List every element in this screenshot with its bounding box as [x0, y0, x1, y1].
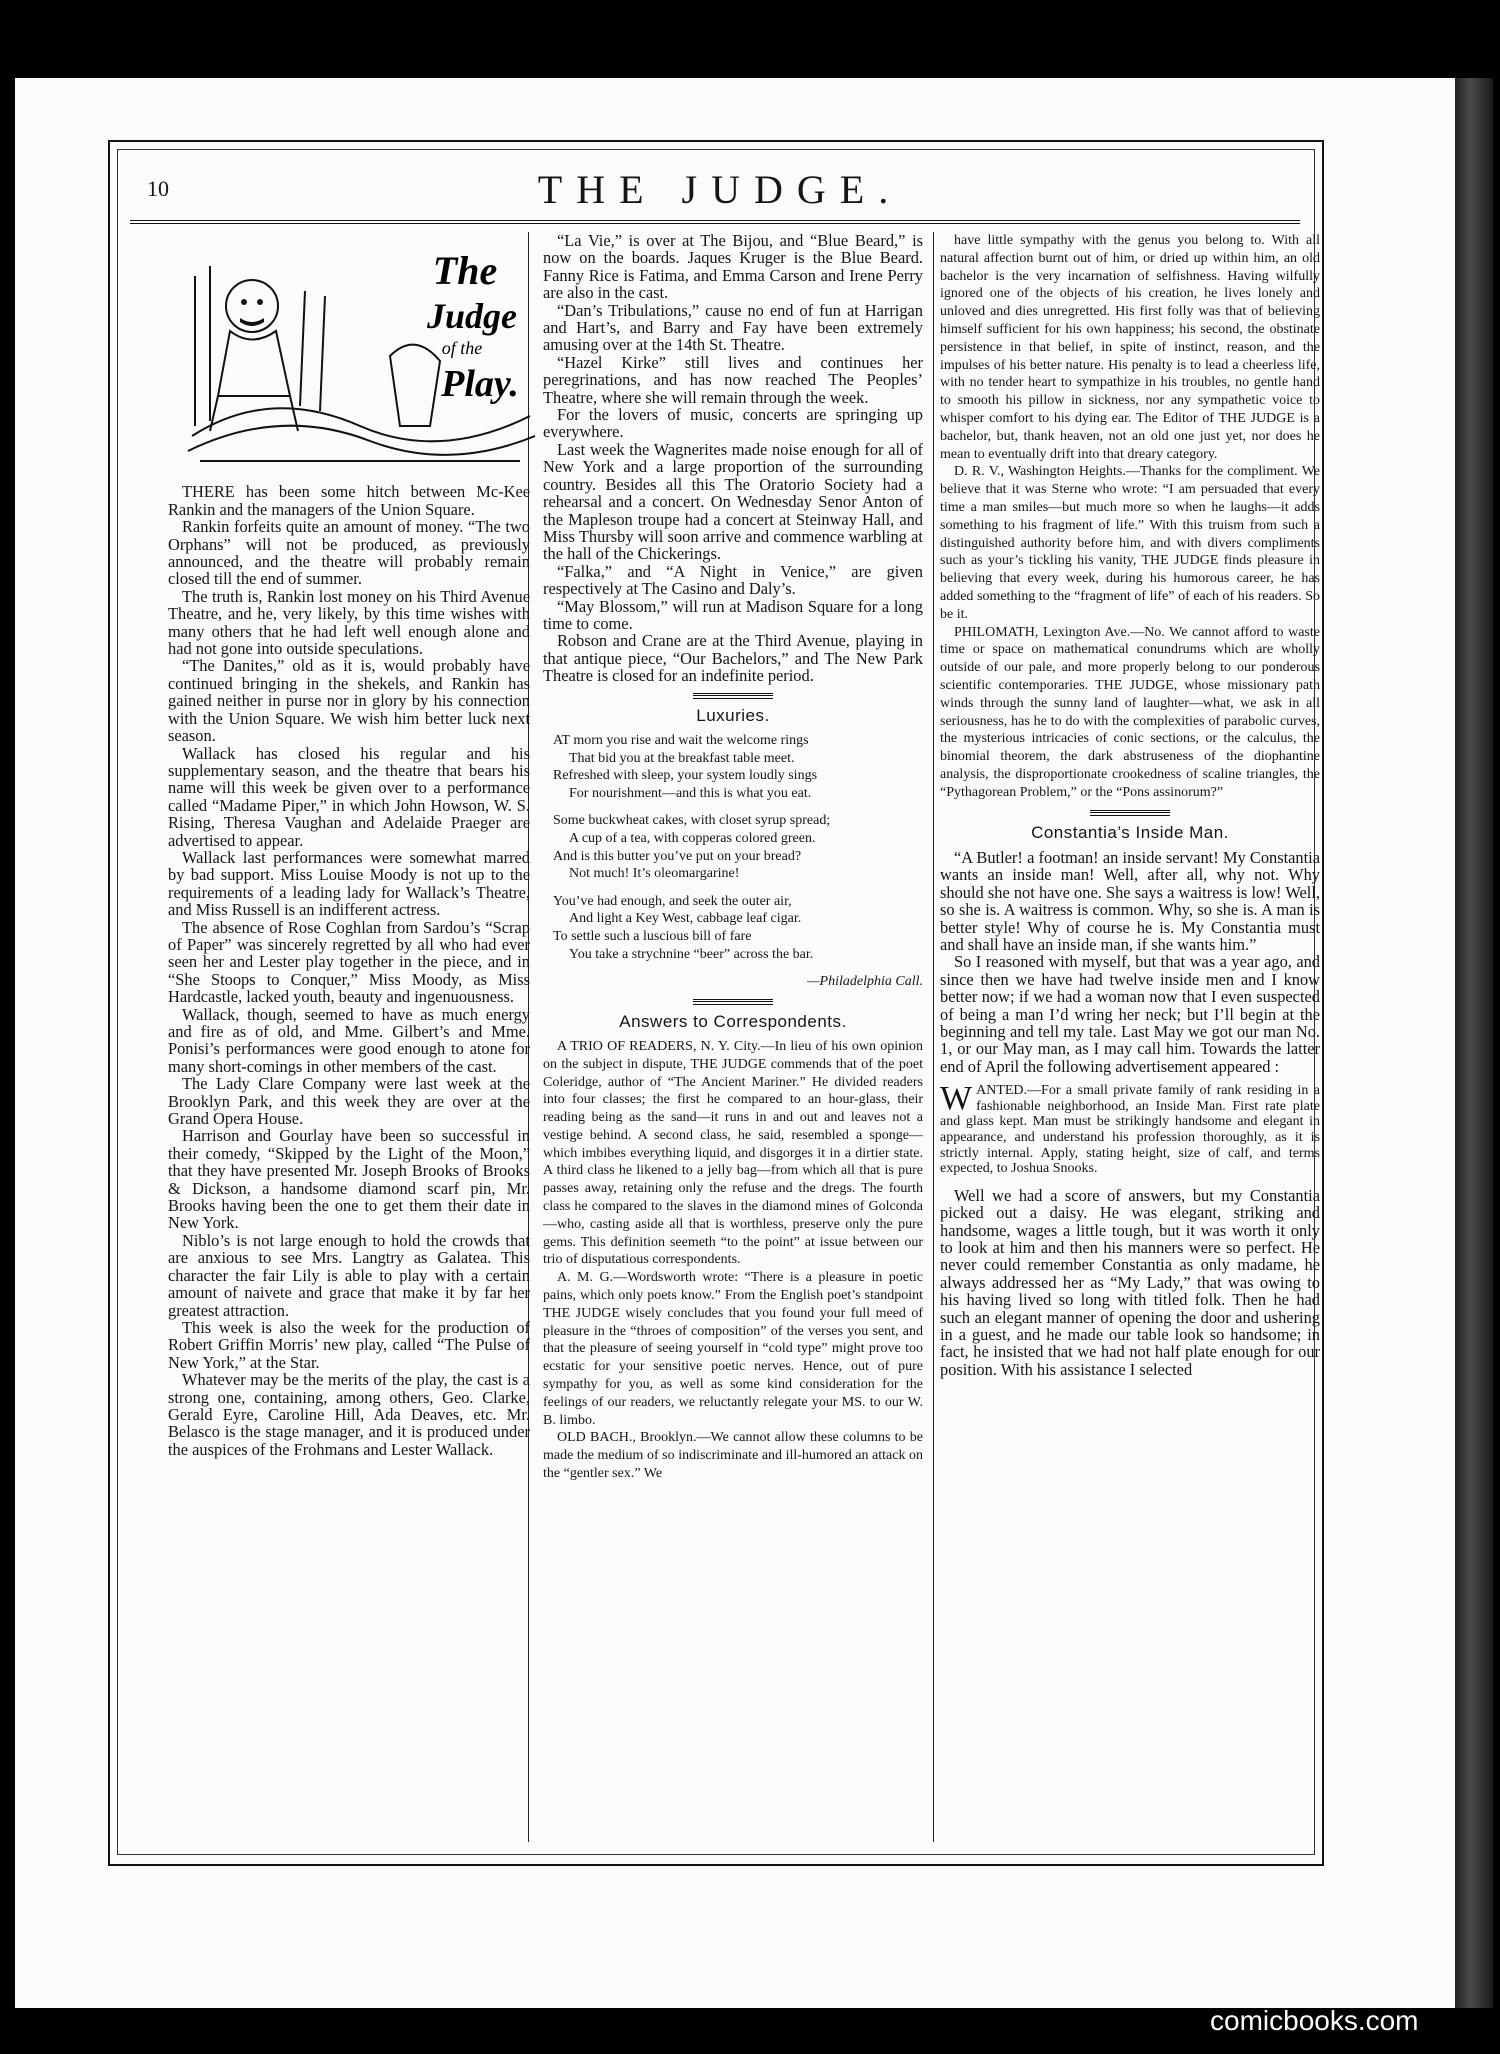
paragraph: “Falka,” and “A Night in Venice,” are given respectively at The Casino and Daly’s.: [543, 561, 923, 599]
masthead-rule: [130, 220, 1300, 221]
paragraph: A. M. G.—Wordsworth wrote: “There is a pleasure in poetic pains, which only poets know.” From the English poet’s standpoint THE JUDGE wisely concludes that you found your full meed of pleasure in the “throes of composition” of the verses you sent, and that the pleasure of seeing yourself in “cold type” might prove too ecstatic for your sensitive poetic nerves. Hence, out of pure sympathy for you, as well as some kind consideration for the feelings of our readers, we reluctantly relegate your MS. to our W. B. limbo.: [543, 1270, 923, 1428]
book-binding: [1455, 78, 1493, 2008]
paragraph: Robson and Crane are at the Third Avenue, playing in that antique piece, “Our Bachelors,” and The New Park Theatre is closed for an indefinite period.: [543, 631, 923, 686]
poem-stanza: [553, 732, 923, 802]
illustration-title-line-3: of the: [441, 338, 483, 358]
column-1: [168, 232, 530, 1458]
poem-credit: —Philadelphia Call.: [807, 974, 923, 990]
poem-line: Not much! It’s oleomargarine!: [569, 866, 740, 882]
paragraph: Whatever may be the merits of the play, the cast is a strong one, containing, among others, Geo. Clarke, Gerald Eyre, Caroline Hill, Ada Deaves, etc. Mr. Belasco is the stage manager, and it is produced under the auspices of the Frohmans and Lester Wallack.: [168, 1370, 530, 1459]
poem-line: You’ve had enough, and seek the outer air,: [553, 893, 792, 909]
illustration-title-line-4: Play.: [441, 363, 519, 405]
ad-text: ANTED.—For a small private family of rank residing in a fashionable neighborhood, an Inside Man. First rate plate and glass kept. Man must be strikingly handsome and elegant in appearance, and understand his profession thoroughly, as it is strictly internal. Apply, stating height, size of calf, and terms expected, to Joshua Snooks.: [940, 1083, 1320, 1177]
column-3: [940, 232, 1320, 1378]
masthead-rule-thin: [130, 223, 1300, 224]
paragraph: The Lady Clare Company were last week at the Brooklyn Park, and this week they are over at the Grand Opera House.: [168, 1074, 530, 1129]
paragraph: OLD BACH., Brooklyn.—We cannot allow these columns to be made the medium of so indiscriminate and ill-humored an attack on the “gentler sex.” We: [543, 1430, 923, 1482]
judge-of-the-play-illustration: [180, 236, 538, 474]
paragraph: Harrison and Gourlay have been so successful in their comedy, “Skipped by the Light of the Moon,” that they have presented Mr. Joseph Brooks of Brooks & Dickson, a handsome diamond scarf pin, Mr. Brooks having been the one to get them their date in New York.: [168, 1126, 530, 1233]
paragraph: A TRIO OF READERS, N. Y. City.—In lieu of his own opinion on the subject in dispute, THE JUDGE commends that of the poet Coleridge, author of “The Ancient Mariner.” He divided readers into four classes; the first he compared to an hour-glass, their reading being as the sand—it runs in and out and leaves not a vestige behind. A second class, he said, resembled a sponge—which imbibes everything liquid, and disgorges it in a dirtier state. A third class he likened to a jelly bag—from which all that is pure passes away, retaining only the refuse and the dregs. The fourth class he compared to the slaves in the diamond mines of Golconda—who, casting aside all that is worthless, preserve only the pure gems. This definition seemeth “to the point” at issue between our trio of disputatious correspondents.: [543, 1038, 923, 1268]
answers-continued: [940, 232, 1320, 802]
paragraph: “La Vie,” is over at The Bijou, and “Blue Beard,” is now on the boards. Jaques Kruger is the Blue Beard. Fanny Rice is Fatima, and Emma Carson and Irene Perry are also in the cast.: [543, 231, 923, 303]
paragraph: Wallack, though, seemed to have as much energy and fire as of old, and Mme. Gilbert’s and Mme. Ponisi’s performances were good enough to atone for many short-comings in other members of the cast.: [168, 1004, 530, 1076]
column-2-theatre-notes: [543, 232, 923, 685]
paragraph: The truth is, Rankin lost money on his Third Avenue Theatre, and he, very likely, by this time wishes with many others that he had left well enough alone and had not gone into outside speculations.: [168, 586, 530, 659]
paragraph: “May Blossom,” will run at Madison Square for a long time to come.: [543, 596, 923, 633]
illustration-title-line-2: Judge: [427, 296, 517, 336]
column-divider-2: [933, 232, 934, 1842]
poem-line: Refreshed with sleep, your system loudly sings: [553, 768, 818, 784]
paragraph: This week is also the week for the production of Robert Griffin Morris’ new play, called “The Pulse of New York,” at the Star.: [168, 1317, 530, 1372]
poem-stanza: [553, 893, 923, 963]
poem-line: For nourishment—and this is what you eat.: [569, 785, 812, 801]
paragraph: PHILOMATH, Lexington Ave.—No. We cannot afford to waste time or space on mathematical conundrums which are wholly outside of our pale, and more properly belong to our ponderous scientific contemporaries. THE JUDGE, whose missionary path winds through the sunny land of laughter—what, we ask in all seriousness, has he to do with the complexities of parabolic curves, the mysterious intricacies of conic sections, or the calculus, the binomial theorem, the dark abstruseness of the diophantine analysis, the disproportionate crookedness of scaline triangles, the “Pythagorean Problem,” or the “Pons assinorum?”: [940, 624, 1320, 800]
story-text: [940, 849, 1320, 1075]
paragraph: “A Butler! a footman! an inside servant! My Constantia wants an inside man! Well, after all, why not. Why should she not have one. She says a waitress is low! Well, so she is. A waitress is common. Why, so she is. A man is better style! Why of course he is. My Constantia must and shall have an inside man, if she wants him.”: [940, 847, 1320, 954]
poem-title: Luxuries.: [696, 705, 770, 725]
column-2: [543, 232, 923, 1483]
paragraph: For the lovers of music, concerts are springing up everywhere.: [543, 405, 923, 442]
story-title: Constantia’s Inside Man.: [1031, 822, 1229, 842]
answers-to-correspondents: [543, 1038, 923, 1483]
answers-title: Answers to Correspondents.: [619, 1011, 847, 1031]
poem-line: And light a Key West, cabbage leaf cigar.: [569, 911, 802, 927]
paragraph: have little sympathy with the genus you belong to. With all natural affection burnt out of him, or dried up within him, an old bachelor is the very incarnation of selfishness. Having wilfully ignored one of the objects of his creation, he lives lonely and unloved and dies unregretted. His first folly was that of believing himself sufficient for his own happiness; his second, the obstinate persistence in that belief, in spite of instinct, reason, and the impulses of his better nature. His penalty is to lead a cheerless life, with no tender heart to sympathize in his troubles, no gentle hand to smooth his pillow in sickness, nor any sympathetic voice to whisper comfort to his dying ear. The Editor of THE JUDGE is a bachelor, but, thank heaven, not an old one just yet, nor does he mean to eventually drift into that dreary category.: [940, 233, 1320, 462]
paragraph: So I reasoned with myself, but that was a year ago, and since then we have had twelve inside men and I know better now; if we had a woman now that I even suspected of being a man I’d wring her neck; but I’ll begin at the beginning and tell my tale. Last May we got our man No. 1, or our May man, as I may call him. Towards the latter end of April the following advertisement appeared :: [940, 952, 1320, 1076]
paragraph: Wallack last performances were somewhat marred by bad support. Miss Louise Moody is not up to the requirements of a leading lady for Wallack’s Theatre, and Miss Russell is an indifferent actress.: [168, 847, 530, 920]
poem-line: A cup of a tea, with copperas colored green.: [569, 830, 816, 846]
column-1-text: [168, 483, 530, 1458]
poem-line: To settle such a luscious bill of fare: [553, 928, 752, 944]
poem-line: That bid you at the breakfast table meet.: [569, 750, 795, 766]
ornament-rule: [1090, 810, 1170, 816]
page-number: 10: [147, 176, 169, 201]
ornament-rule: [693, 999, 773, 1005]
poem-line: AT morn you rise and wait the welcome rings: [553, 732, 809, 748]
paragraph: “Hazel Kirke” still lives and continues her peregrinations, and has now reached The Peoples’ Theatre, where she will remain through the week.: [543, 352, 923, 407]
site-watermark: comicbooks.com: [1210, 2005, 1419, 2036]
poem-luxuries: [553, 732, 923, 963]
illustration-title-line-1: The: [432, 248, 498, 293]
paragraph: Well we had a score of answers, but my Constantia picked out a daisy. He was elegant, striking and handsome, wages a little tough, but it was worth it only to look at him and then his manners were so perfect. He never could remember Constantia as only madame, he always addressed her as “My Lady,” that was owing to his having lived so long with titled folk. Then he had such an elegant manner of opening the door and ushering in a guest, and he made our table look so handsome; in fact, he insisted that we had not half plate enough for our position. With his assistance I selected: [940, 1185, 1320, 1379]
paragraph: D. R. V., Washington Heights.—Thanks for the compliment. We believe that it was Sterne who wrote: “I am persuaded that every time a man smiles—but much more so when he laughs—it adds something to his fragment of life.” With this truism from such a distinguished authority before him, and with divers compliments such as your’s tickling his vanity, THE JUDGE finds pleasure in believing that every week, during his humorous career, he has added something to the “fragment of life” of each of his readers. So be it.: [940, 464, 1320, 622]
paragraph: “Dan’s Tribulations,” cause no end of fun at Harrigan and Hart’s, and Barry and Fay have been extremely amusing over at the 14th St. Theatre.: [543, 300, 923, 355]
paragraph: THERE has been some hitch between Mc-Kee Rankin and the managers of the Union Square.: [168, 482, 530, 519]
paragraph: Niblo’s is not large enough to hold the crowds that are anxious to see Mrs. Langtry as Galatea. This character the fair Lily is able to play with a certain amount of naivete and grace that make it by far her greatest attraction.: [168, 1230, 530, 1320]
poem-line: Some buckwheat cakes, with closet syrup spread;: [553, 813, 831, 829]
paragraph: Wallack has closed his regular and his supplementary season, and the theatre that bears his name will this week be given over to a performance called “Madame Piper,” in which John Howson, W. S. Rising, Theresa Vaughan and Adelaide Praeger are advertised to appear.: [168, 743, 530, 850]
paragraph: Last week the Wagnerites made noise enough for all of New York and a large proportion of the surrounding country. Besides all this The Oratorio Society had a rehearsal and a concert. On Wednesday Senor Anton of the Mapleson troupe had a concert at Steinway Hall, and Miss Thursby will soon arrive and commence warbling at the hall of the Chickerings.: [543, 439, 923, 564]
story-text-continued: [940, 1187, 1320, 1378]
poem-stanza: [553, 812, 923, 882]
ornament-rule: [693, 693, 773, 699]
advertisement: [940, 1080, 1320, 1177]
paragraph: Rankin forfeits quite an amount of money. “The two Orphans” will not be produced, as previously announced, and the theatre will probably remain closed till the end of summer.: [168, 517, 530, 589]
poem-line: And is this butter you’ve put on your bread?: [553, 848, 802, 864]
masthead-title: THE JUDGE.: [537, 167, 903, 212]
poem-line: You take a strychnine “beer” across the bar.: [569, 946, 814, 962]
paragraph: “The Danites,” old as it is, would probably have continued bringing in the shekels, and Rankin has gained neither in purse nor in glory by his connection with the Union Square. We wish him better luck next season.: [168, 656, 530, 746]
ad-dropcap: W: [940, 1080, 973, 1118]
paragraph: The absence of Rose Coghlan from Sardou’s “Scrap of Paper” was sincerely regretted by all who had ever seen her and Lester play together in the piece, and in “She Stoops to Conquer,” Miss Moody, as Miss Hardcastle, lacked youth, beauty and ingenuousness.: [168, 917, 530, 1007]
